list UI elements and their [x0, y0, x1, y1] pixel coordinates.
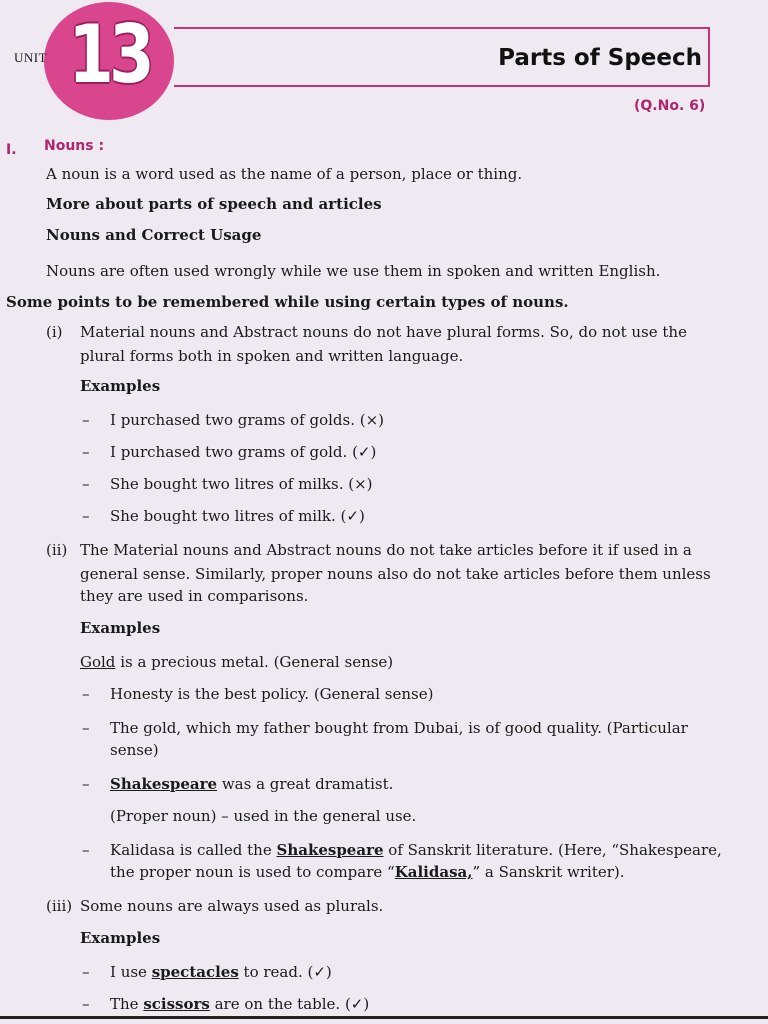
example-item: She bought two litres of milks. (×) [110, 475, 373, 493]
dash-bullet: – [82, 775, 90, 793]
subheading-usage: Nouns and Correct Usage [46, 226, 262, 244]
example-item [110, 962, 332, 982]
example-item [110, 774, 393, 794]
dash-bullet: – [82, 685, 90, 703]
example-text: of Sanskrit literature. (Here, “Shakespeare, [383, 841, 722, 859]
question-number: (Q.No. 6) [634, 98, 706, 114]
dash-bullet: – [82, 719, 90, 737]
example-text: ” a Sanskrit writer). [472, 863, 625, 881]
unit-label: UNIT [14, 50, 48, 65]
example-text: the proper noun is used to compare “ [110, 863, 395, 881]
dash-bullet: – [82, 995, 90, 1013]
example-item [110, 840, 722, 860]
example-text: The [110, 995, 144, 1013]
unit-number: 13 [68, 8, 150, 101]
example-item: The gold, which my father bought from Dubai, is of good quality. (Particular [110, 719, 688, 737]
underlined-word: spectacles [151, 963, 239, 981]
example-item: Honesty is the best policy. (General sense) [110, 685, 434, 703]
points-heading: Some points to be remembered while using certain types of nouns. [6, 293, 569, 311]
examples-label: Examples [80, 377, 161, 395]
example-text: is a precious metal. (General sense) [115, 653, 394, 671]
intro-text: Nouns are often used wrongly while we use them in spoken and written English. [46, 262, 661, 280]
dash-bullet: – [82, 507, 90, 525]
point-text-line: Material nouns and Abstract nouns do not have plural forms. So, do not use the [80, 323, 687, 341]
underlined-word: Shakespeare [110, 775, 218, 793]
page-bottom-edge [0, 1016, 768, 1019]
underlined-word: Gold [80, 653, 116, 671]
noun-definition: A noun is a word used as the name of a person, place or thing. [46, 165, 523, 183]
point-text-line: The Material nouns and Abstract nouns do not take articles before it if used in a [80, 541, 692, 559]
example-text: I use [110, 963, 152, 981]
underlined-word: Kalidasa, [394, 863, 473, 881]
example-note: (Proper noun) – used in the general use. [110, 807, 417, 825]
section-heading: Nouns : [44, 138, 105, 154]
examples-label: Examples [80, 619, 161, 637]
underlined-word: Shakespeare [276, 841, 384, 859]
example-item-continued: sense) [110, 741, 159, 759]
example-item: She bought two litres of milk. (✓) [110, 507, 365, 525]
point-text-line: they are used in comparisons. [80, 587, 309, 605]
point-text-line: general sense. Similarly, proper nouns also do not take articles before them unless [80, 565, 711, 583]
dash-bullet: – [82, 841, 90, 859]
dash-bullet: – [82, 475, 90, 493]
example-item-continued [110, 862, 625, 882]
subheading-parts: More about parts of speech and articles [46, 195, 382, 213]
example-text: Kalidasa is called the [110, 841, 277, 859]
section-number: I. [6, 142, 17, 158]
title-box [174, 27, 710, 87]
examples-label: Examples [80, 929, 161, 947]
point-number: (i) [46, 323, 63, 341]
point-number: (ii) [46, 541, 68, 559]
point-number: (iii) [46, 897, 73, 915]
dash-bullet: – [82, 443, 90, 461]
example-item [110, 994, 369, 1014]
example-item [80, 652, 393, 672]
example-text: to read. (✓) [238, 963, 332, 981]
example-text: was a great dramatist. [217, 775, 394, 793]
underlined-word: scissors [143, 995, 210, 1013]
example-item: I purchased two grams of gold. (✓) [110, 443, 377, 461]
dash-bullet: – [82, 963, 90, 981]
page-title: Parts of Speech [498, 45, 702, 71]
point-text-line: Some nouns are always used as plurals. [80, 897, 384, 915]
dash-bullet: – [82, 411, 90, 429]
example-text: are on the table. (✓) [209, 995, 370, 1013]
point-text-line: plural forms both in spoken and written language. [80, 347, 464, 365]
example-item: I purchased two grams of golds. (×) [110, 411, 385, 429]
